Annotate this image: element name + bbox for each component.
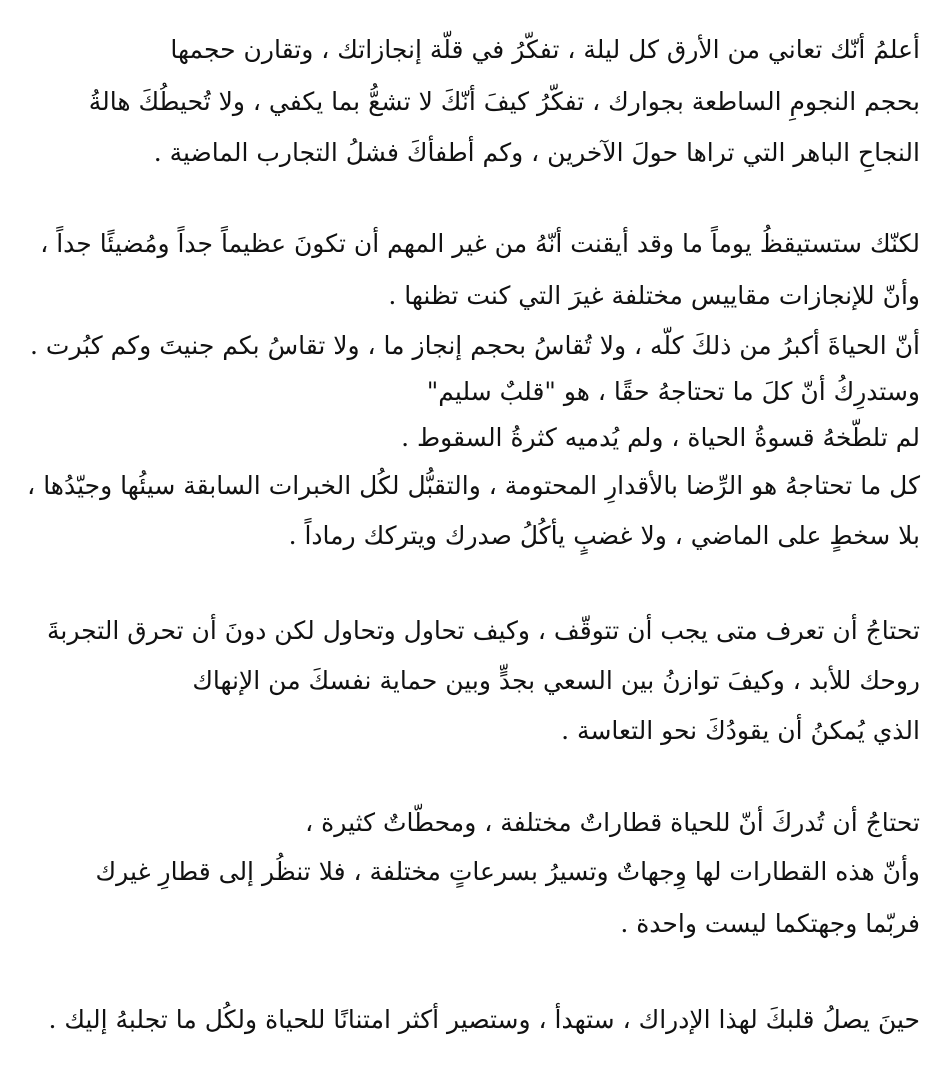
text-line: وأنّ للإنجازات مقاييس مختلفة غيرَ التي كنت تظنها . xyxy=(388,281,920,310)
text-line: بحجم النجومِ الساطعة بجوارك ، تفكّرُ كيفَ أنّكَ لا تشعُّ بما يكفي ، ولا تُحيطُكَ هالةُ xyxy=(88,87,920,116)
text-line: حينَ يصلُ قلبكَ لهذا الإدراك ، ستهدأ ، وستصير أكثر امتنانًا للحياة ولكُل ما تجلبهُ إليك . xyxy=(48,1005,920,1034)
text-line: لم تلطّخهُ قسوةُ الحياة ، ولم يُدميه كثرةُ السقوط . xyxy=(401,423,920,452)
text-line: روحك للأبد ، وكيفَ توازنُ بين السعي بجدٍّ وبين حماية نفسكَ من الإنهاك xyxy=(192,666,920,695)
text-line: تحتاجُ أن تُدركَ أنّ للحياة قطاراتٌ مختلفة ، ومحطّاتٌ كثيرة ، xyxy=(305,808,920,837)
text-line: أنّ الحياةَ أكبرُ من ذلكَ كلّه ، ولا تُقاسُ بحجم إنجاز ما ، ولا تقاسُ بكم جنيتَ وكم كبُرت . xyxy=(30,331,920,360)
text-line: لكنّك ستستيقظُ يوماً ما وقد أيقنت أنّهُ من غير المهم أن تكونَ عظيماً جداً ومُضيئًا جداً ، xyxy=(40,229,920,258)
text-line: بلا سخطٍ على الماضي ، ولا غضبٍ يأكُلُ صدرك ويتركك رماداً . xyxy=(288,521,920,550)
text-line: كل ما تحتاجهُ هو الرِّضا بالأقدارِ المحتومة ، والتقبُّل لكُل الخبرات السابقة سيئُها وجيّدُها ، xyxy=(27,471,920,500)
text-line: أعلمُ أنّك تعاني من الأرق كل ليلة ، تفكّرُ في قلّة إنجازاتك ، وتقارن حجمها xyxy=(170,35,920,64)
text-line: الذي يُمكنُ أن يقودُكَ نحو التعاسة . xyxy=(561,716,920,745)
text-line: وستدرِكُ أنّ كلَ ما تحتاجهُ حقًا ، هو "قلبٌ سليم" xyxy=(426,377,920,406)
text-line: تحتاجُ أن تعرف متى يجب أن تتوقّف ، وكيف تحاول وتحاول لكن دونَ أن تحرق التجربةَ xyxy=(46,616,920,645)
text-line: النجاحِ الباهر التي تراها حولَ الآخرين ، وكم أطفأكَ فشلُ التجارب الماضية . xyxy=(153,138,920,167)
text-line: فربّما وجهتكما ليست واحدة . xyxy=(620,909,920,938)
text-line: وأنّ هذه القطارات لها وِجهاتٌ وتسيرُ بسرعاتٍ مختلفة ، فلا تنظُر إلى قطارِ غيرك xyxy=(95,857,920,886)
